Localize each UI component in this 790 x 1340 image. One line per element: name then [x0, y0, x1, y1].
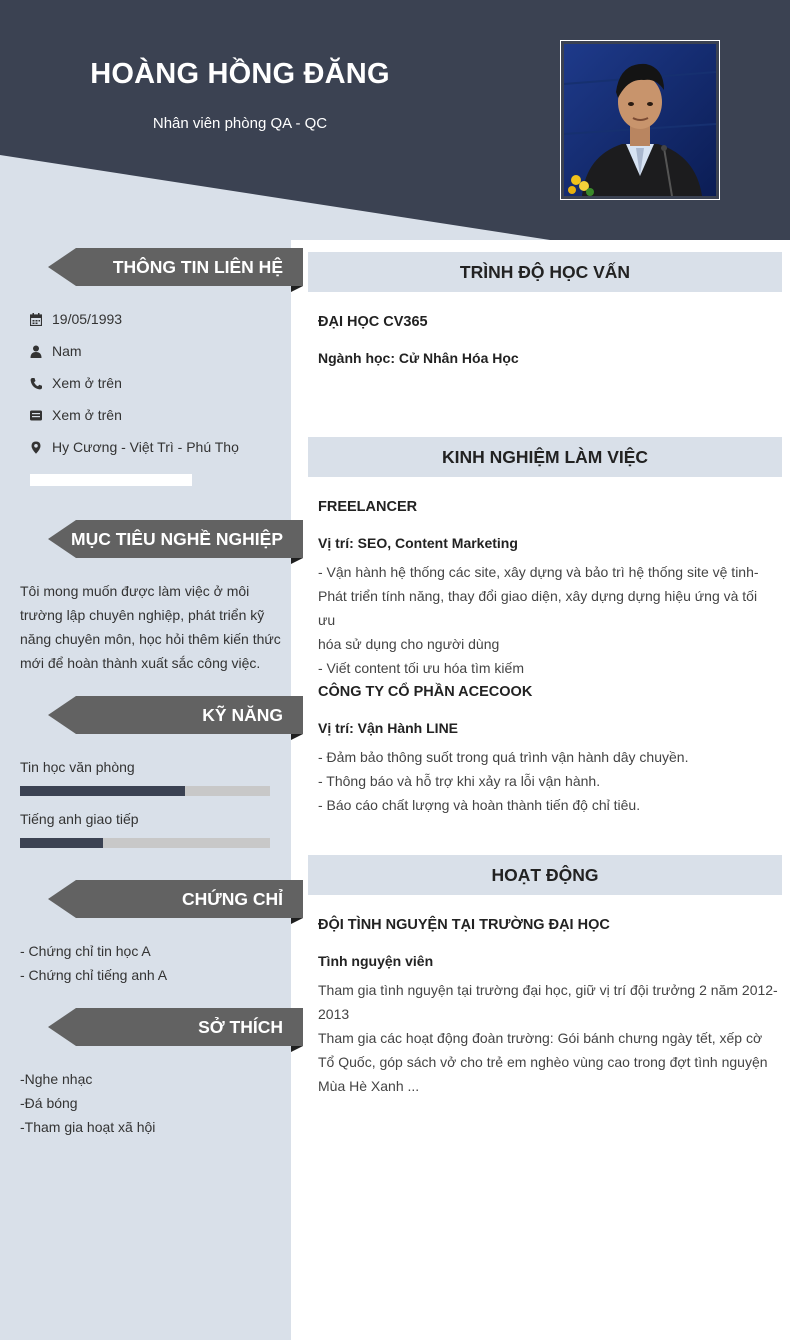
skills-heading: KỸ NĂNG [202, 705, 283, 725]
job-description-line: - Viết content tối ưu hóa tìm kiếm [318, 660, 524, 676]
candidate-name: HOÀNG HỒNG ĐĂNG [90, 58, 390, 90]
objective-heading-ribbon [48, 520, 303, 564]
contact-text: Xem ở trên [52, 407, 122, 423]
activity-description-line: 2013 [318, 1006, 350, 1022]
email-icon [30, 409, 42, 422]
skill-bar-fill [20, 838, 103, 848]
skill-bar [20, 838, 270, 848]
job-company: FREELANCER [318, 499, 418, 515]
job-position: Vị trí: Vận Hành LINE [318, 720, 459, 736]
contact-item-address [30, 437, 239, 457]
job-description-line: - Đảm bảo thông suốt trong quá trình vận hành dây chuyền. [318, 749, 689, 765]
profile-photo-frame [560, 40, 720, 200]
contact-heading-ribbon [48, 248, 303, 292]
hobbies-heading: SỞ THÍCH [198, 1017, 283, 1037]
activity-description [318, 978, 778, 1098]
job-company: CÔNG TY CỔ PHẦN ACECOOK [318, 684, 533, 700]
objective-text [20, 579, 282, 675]
job-description [318, 560, 778, 680]
skill-name: Tin học văn phòng [20, 759, 135, 775]
contact-item-gender [30, 341, 82, 361]
activity-description-line: Tham gia tình nguyện tại trường đại học, giữ vị trí đội trưởng 2 năm 2012- [318, 982, 778, 998]
certificates-heading-ribbon [48, 880, 303, 924]
contact-text: Nam [52, 343, 82, 359]
calendar-icon [30, 313, 42, 326]
job-description-line: - Thông báo và hỗ trợ khi xảy ra lỗi vận hành. [318, 773, 601, 789]
activity-description-line: Tham gia các hoạt động đoàn trường: Gói bánh chưng ngày tết, xếp cờ [318, 1030, 763, 1046]
objective-line: năng chuyên môn, học hỏi thêm kiến thức [20, 631, 281, 647]
hobbies-heading-ribbon [48, 1008, 303, 1052]
candidate-title: Nhân viên phòng QA - QC [152, 115, 328, 132]
contact-text: 19/05/1993 [52, 311, 123, 327]
location-pin-icon [30, 441, 42, 454]
contact-item-email [30, 405, 122, 425]
certificates-heading: CHỨNG CHỈ [181, 889, 283, 909]
contact-text: Hy Cương - Việt Trì - Phú Thọ [52, 439, 239, 455]
certificate-item: - Chứng chỉ tiếng anh A [20, 967, 168, 983]
contact-heading: THÔNG TIN LIÊN HỆ [112, 257, 283, 277]
education-heading: TRÌNH ĐỘ HỌC VẤN [308, 252, 782, 292]
profile-photo [564, 44, 716, 196]
education-school: ĐẠI HỌC CV365 [318, 314, 428, 330]
activity-org: ĐỘI TÌNH NGUYỆN TẠI TRƯỜNG ĐẠI HỌC [318, 917, 610, 933]
phone-icon [30, 377, 42, 390]
hobby-item: -Nghe nhạc [20, 1071, 93, 1087]
user-icon [30, 345, 42, 358]
skills-heading-ribbon [48, 696, 303, 740]
activity-description-line: Mùa Hè Xanh ... [318, 1078, 420, 1094]
contact-item-phone [30, 373, 122, 393]
skill-bar [20, 786, 270, 796]
activities-heading: HOẠT ĐỘNG [308, 855, 782, 895]
objective-line: Tôi mong muốn được làm việc ở môi [20, 583, 250, 599]
job-description-line: - Vận hành hệ thống các site, xây dựng và bảo trì hệ thống site vệ tinh- [318, 564, 759, 580]
hobby-item: -Tham gia hoạt xã hội [20, 1119, 156, 1135]
activity-role: Tình nguyện viên [318, 953, 434, 969]
skill-name: Tiếng anh giao tiếp [20, 811, 139, 827]
job-description-line: - Báo cáo chất lượng và hoàn thành tiến độ chỉ tiêu. [318, 797, 641, 813]
education-major: Ngành học: Cử Nhân Hóa Học [318, 350, 519, 366]
job-position: Vị trí: SEO, Content Marketing [318, 535, 518, 551]
hidden-contact-field [30, 474, 192, 486]
hobby-item: -Đá bóng [20, 1095, 78, 1111]
objective-line: mới để hoàn thành xuất sắc công việc. [20, 655, 261, 671]
experience-heading: KINH NGHIỆM LÀM VIỆC [308, 437, 782, 477]
job-description-line: hóa sử dụng cho người dùng [318, 636, 500, 652]
certificate-item: - Chứng chỉ tin học A [20, 943, 151, 959]
contact-text: Xem ở trên [52, 375, 122, 391]
job-description [318, 745, 778, 817]
job-description-line: Phát triển tính năng, thay đổi giao diện, xây dựng dựng hiệu ứng và tối ưu [318, 588, 758, 628]
objective-heading: MỤC TIÊU NGHỀ NGHIỆP [71, 529, 283, 549]
contact-item-birthday [30, 309, 122, 329]
objective-line: trường lập chuyên nghiệp, phát triển kỹ [20, 607, 265, 623]
skill-bar-fill [20, 786, 185, 796]
activity-description-line: Tổ Quốc, góp sách vở cho trẻ em nghèo vùng cao trong đợt tình nguyện [318, 1054, 768, 1070]
